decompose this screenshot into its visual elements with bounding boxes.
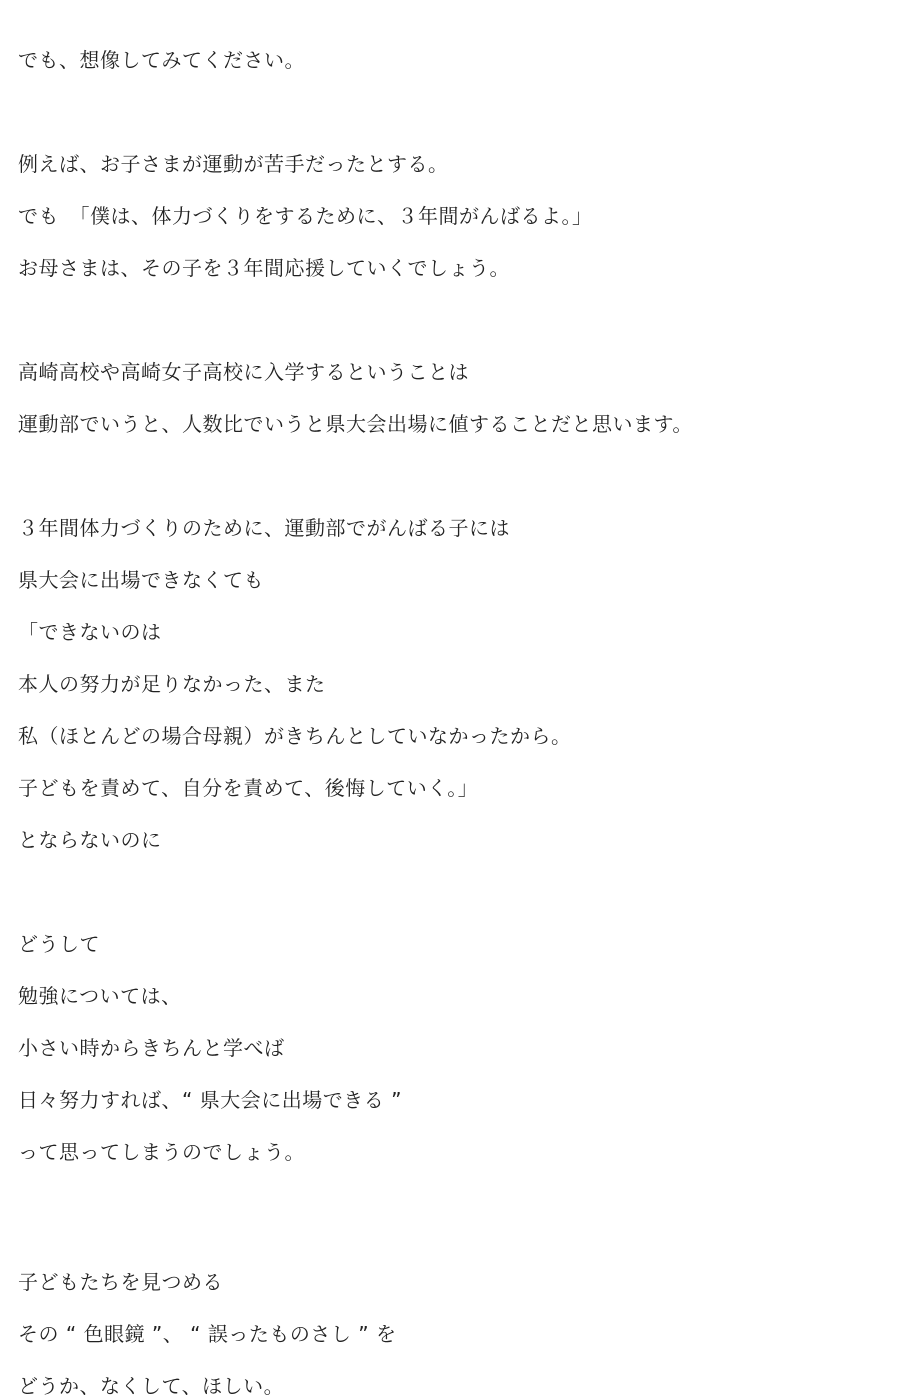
text-line: お母さまは、その子を３年間応援していくでしょう。 [18,256,510,280]
text-line: どうして [18,932,100,956]
text-line: 子どもたちを見つめる [18,1270,223,1294]
text-line: 子どもを責めて、自分を責めて、後悔していく。」 [18,776,479,800]
text-line: 日々努力すれば、“ 県大会に出場できる ” [18,1088,402,1112]
text-line: 運動部でいうと、人数比でいうと県大会出場に値することだと思います。 [18,412,693,436]
text-line: 県大会に出場できなくても [18,568,264,592]
text-line: その “ 色眼鏡 ”、 “ 誤ったものさし ” を [18,1322,397,1346]
text-line: 高崎高校や高崎女子高校に入学するということは [18,360,469,384]
text-line: ３年間体力づくりのために、運動部でがんばる子には [18,516,510,540]
text-line: 小さい時からきちんと学べば [18,1036,285,1060]
text-line: とならないのに [18,828,162,852]
text-line: って思ってしまうのでしょう。 [18,1140,305,1164]
text-line: でも 「僕は、体力づくりをするために、３年間がんばるよ。」 [18,204,593,228]
text-line: 私（ほとんどの場合母親）がきちんとしていなかったから。 [18,724,572,748]
text-line: 本人の努力が足りなかった、また [18,672,326,696]
text-line: 「できないのは [18,620,162,644]
text-line: 例えば、お子さまが運動が苦手だったとする。 [18,152,449,176]
text-line: どうか、なくして、ほしい。 [18,1374,285,1398]
text-line: 勉強については、 [18,984,182,1008]
text-line: でも、想像してみてください。 [18,48,305,72]
